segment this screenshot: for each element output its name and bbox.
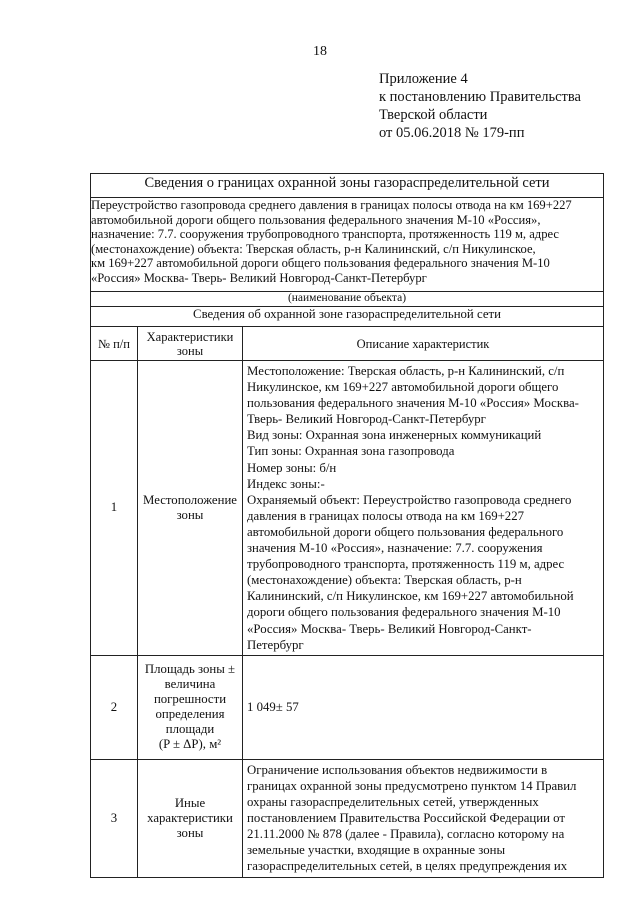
value-line: газораспределительных сетей, в целях предупреждения их — [247, 859, 568, 874]
value-line: границах охранной зоны предусмотрено пунктом 14 Правил — [247, 778, 577, 793]
characteristic-name: Местоположение зоны — [138, 361, 243, 656]
characteristic-name — [138, 759, 243, 877]
value-line: давления в границах полосы отвода на км 169+227 — [247, 508, 525, 523]
value-line: охраны газораспределительных сетей, утвержденных — [247, 794, 539, 809]
name-line: зоны — [176, 825, 204, 840]
header-characteristic: Характеристики зоны — [138, 327, 243, 361]
value-line: Местоположение: Тверская область, р-н Калининский, с/п — [247, 364, 565, 378]
document-title: Сведения о границах охранной зоны газораспределительной сети — [91, 174, 604, 198]
value-line: Калининский, с/п Никулинское, км 169+227 автомобильной — [247, 589, 574, 604]
value-line: Петербург — [247, 637, 304, 652]
characteristic-name — [138, 655, 243, 759]
characteristic-value — [243, 759, 604, 877]
value-line: земельные участки, входящие в охранные зоны — [247, 843, 506, 858]
value-line: Индекс зоны:- — [247, 476, 325, 491]
name-line: погрешности — [153, 692, 227, 707]
characteristic-value — [243, 361, 604, 656]
object-description-line: (местонахождение) объекта: Тверская область, р-н Калининский, с/п Никулинское, — [91, 241, 536, 256]
value-line: Охраняемый объект: Переустройство газопровода среднего — [247, 492, 572, 507]
value-line: Номер зоны: б/н — [247, 460, 337, 475]
name-line: характеристики — [147, 810, 233, 825]
object-description-line: «Россия» Москва- Тверь- Великий Новгород-Санкт-Петербург — [91, 270, 427, 285]
value-line: постановлением Правительства Российской Федерации от — [247, 810, 565, 825]
value-line: (местонахождение) объекта: Тверская область, р-н — [247, 573, 522, 588]
value-line: 21.11.2000 № 878 (далее - Правила), согласно которому на — [247, 827, 565, 842]
name-line: определения — [155, 707, 225, 722]
object-description-line: Переустройство газопровода среднего давления в границах полосы отвода на км 169+227 — [91, 198, 572, 212]
name-line: Иные — [174, 795, 206, 810]
object-description-line: автомобильной дороги общего пользования федерального значения М-10 «Россия», — [91, 212, 541, 227]
name-line: площади — [165, 722, 215, 737]
appendix-line: Тверской области — [379, 107, 488, 123]
section-title: Сведения об охранной зоне газораспределительной сети — [91, 307, 604, 327]
value-line: Тверь- Великий Новгород-Санкт-Петербург — [247, 412, 486, 427]
name-line: Площадь зоны ± — [144, 662, 236, 677]
value-line: трубопроводного транспорта, протяженность 119 м, адрес — [247, 557, 565, 572]
zone-info-table — [90, 173, 604, 878]
row-number: 3 — [91, 759, 138, 877]
value-line: дороги общего пользования федерального значения М-10 — [247, 605, 561, 620]
header-description: Описание характеристик — [243, 327, 604, 361]
appendix-line: к постановлению Правительства — [379, 89, 581, 105]
object-description — [91, 198, 604, 292]
value-line: Ограничение использования объектов недвижимости в — [247, 762, 548, 777]
object-description-line: назначение: 7.7. сооружения трубопроводного транспорта, протяженность 119 м, адрес — [91, 227, 559, 241]
name-line: величина — [164, 677, 216, 692]
characteristic-value: 1 049± 57 — [243, 655, 604, 759]
page-number: 18 — [313, 44, 327, 59]
object-description-line: км 169+227 автомобильной дороги общего пользования федерального значения М-10 — [91, 256, 550, 270]
row-number: 1 — [91, 361, 138, 656]
row-number: 2 — [91, 655, 138, 759]
value-line: Никулинское, км 169+227 автомобильной дороги общего — [247, 380, 559, 395]
object-caption: (наименование объекта) — [91, 292, 604, 307]
value-line: Тип зоны: Охранная зона газопровода — [247, 444, 455, 459]
appendix-line: от 05.06.2018 № 179-пп — [379, 125, 525, 141]
name-line: (P ± ΔP), м² — [158, 737, 222, 752]
appendix-line: Приложение 4 — [379, 71, 468, 87]
value-line: «Россия» Москва- Тверь- Великий Новгород-Санкт- — [247, 621, 532, 636]
value-line: Вид зоны: Охранная зона инженерных коммуникаций — [247, 428, 542, 443]
value-line: значения М-10 «Россия», назначение: 7.7. сооружения — [247, 541, 543, 556]
header-num: № п/п — [91, 327, 138, 361]
appendix-block — [379, 70, 581, 142]
value-line: пользования федерального значения М-10 «Россия» Москва- — [247, 396, 579, 411]
value-line: автомобильной дороги общего пользования федерального — [247, 524, 564, 539]
